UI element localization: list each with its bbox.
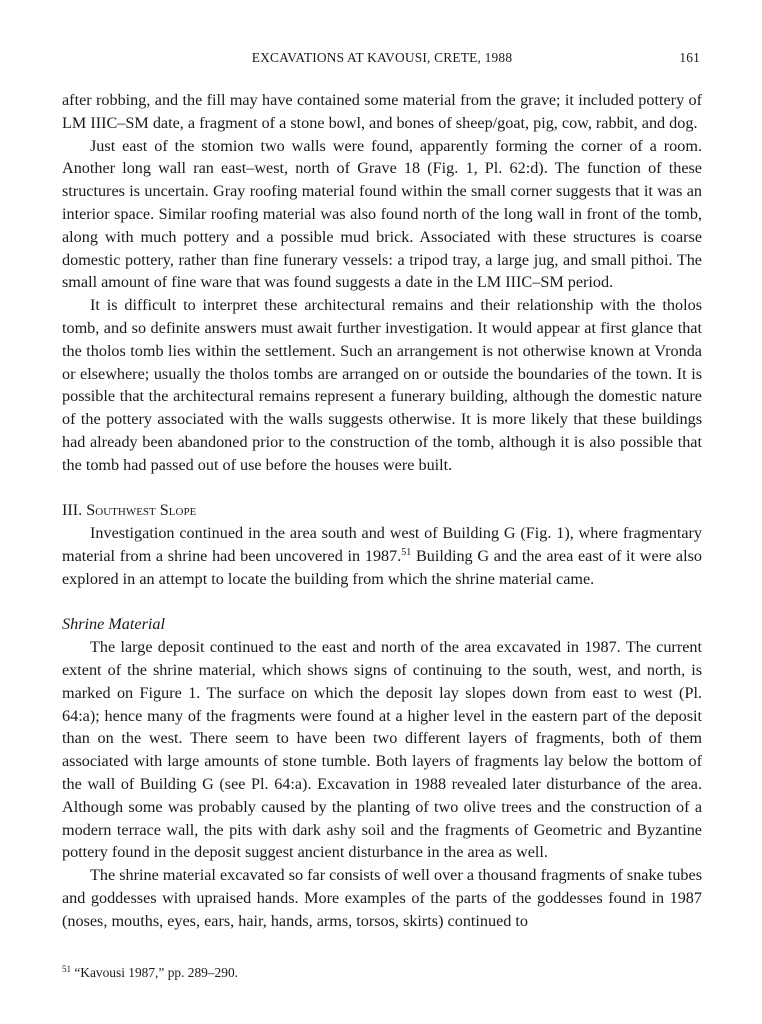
subsection-heading: Shrine Material [62, 615, 165, 634]
paragraph: It is difficult to interpret these architectural remains and their relationship with the tholos tomb, and so definite answers must await further investigation. It would appear at first glance that the tholos tomb lies within the settlement. Such an arrangement is not otherwise known at Vronda or elsewhere; usually the tholos tombs are arranged on or outside the boundaries of the town. It is possible that the architectural remains represent a funerary building, although the domestic nature of the pottery associated with the walls suggests otherwise. It is more likely that these buildings had already been abandoned prior to the construction of the tomb, although it is also possible that the tomb had passed out of use before the houses were built. [62, 296, 702, 474]
running-title: EXCAVATIONS AT KAVOUSI, CRETE, 1988 [251, 50, 513, 65]
paragraph-text: Building G and the area east of it were also explored in an attempt to locate the building from which the shrine material came. [62, 546, 702, 588]
footnote [62, 964, 702, 982]
footnote-reference: 51 [401, 546, 412, 558]
section-numeral: III. [62, 501, 83, 520]
footnote-number: 51 [62, 964, 71, 974]
paragraph: The large deposit continued to the east and north of the area excavated in 1987. The current extent of the shrine material, which shows signs of continuing to the south, west, and north, is marked on Figure 1. The surface on which the deposit lay slopes down from east to west (Pl. 64:a); hence many of the fragments were found at a higher level in the eastern part of the deposit than on the west. There seem to have been two different layers of fragments, both of them associated with large amounts of stone tumble. Both layers of fragments lay below the bottom of the wall of Building G (see Pl. 64:a). Excavation in 1988 revealed later disturbance of the area. Although some was probably caused by the planting of two olive trees and the construction of a modern terrace wall, the pits with dark ashy soil and the fragments of Geometric and Byzantine pottery found in the deposit suggest ancient disturbance in the area as well. [62, 638, 702, 862]
paragraph [62, 522, 702, 590]
paragraph: Just east of the stomion two walls were found, apparently forming the corner of a room. Another long wall ran east–west, north of Grave 18 (Fig. 1, Pl. 62:d). The function of these structures is uncertain. Gray roofing material found within the small corner suggests that it was an interior space. Similar roofing material was also found north of the long wall in front of the tomb, along with much pottery and a possible mud brick. Associated with these structures is coarse domestic pottery, rather than fine funerary vessels: a tripod tray, a large jug, and small pithoi. The small amount of fine ware that was found suggests a date in the LM IIIC–SM period. [62, 136, 702, 292]
section-heading [62, 499, 702, 522]
body-text [62, 89, 702, 932]
paragraph: after robbing, and the fill may have contained some material from the grave; it included pottery of LM IIIC–SM date, a fragment of a stone bowl, and bones of sheep/goat, pig, cow, rabbit, and dog. [62, 91, 702, 132]
running-head [62, 50, 702, 72]
page-number: 161 [679, 50, 700, 65]
section-title: Southwest Slope [86, 501, 197, 520]
footnote-text: “Kavousi 1987,” pp. 289–290. [71, 965, 238, 980]
paragraph-text: Investigation continued in the area south and west of Building G (Fig. 1), where fragmentary material from a shrine had been uncovered in 1987. [62, 524, 702, 565]
paragraph: The shrine material excavated so far consists of well over a thousand fragments of snake tubes and goddesses with upraised hands. More examples of the parts of the goddesses found in 1987 (noses, mouths, eyes, ears, hair, hands, arms, torsos, skirts) continued to [62, 866, 702, 930]
